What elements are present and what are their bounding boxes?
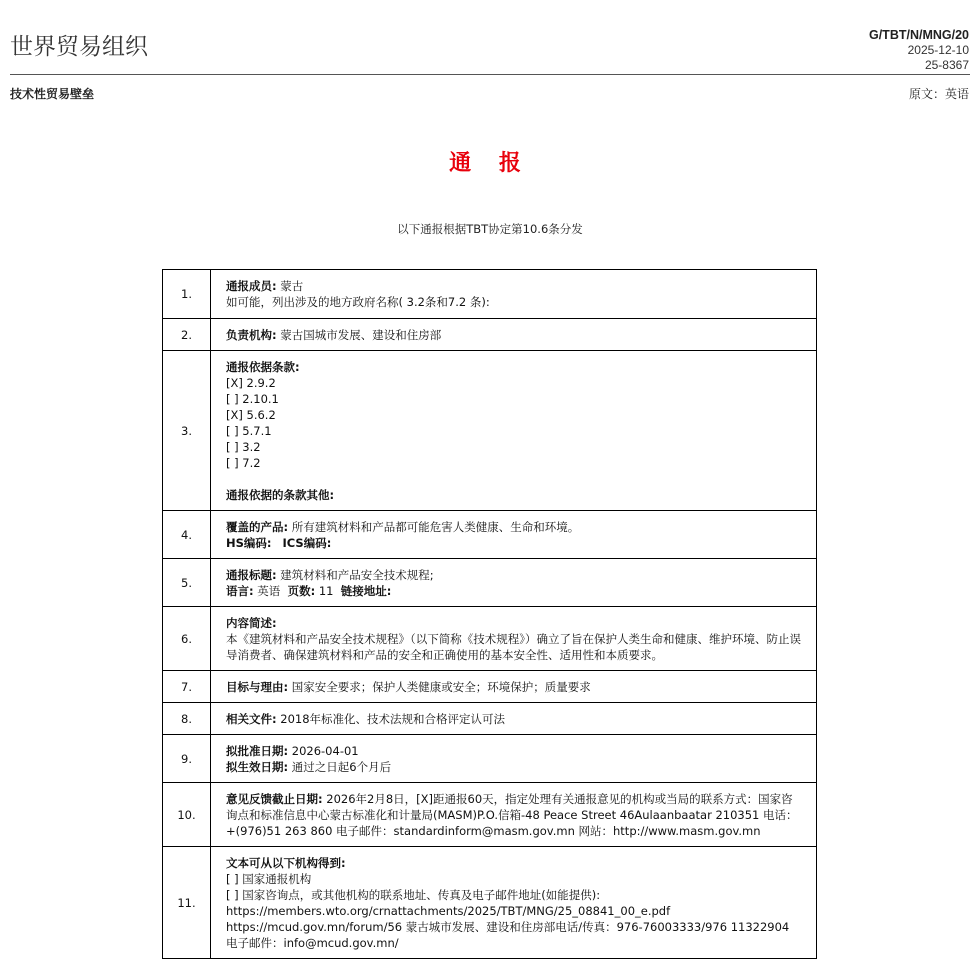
field-label: 目标与理由:: [226, 679, 289, 694]
table-row: [163, 559, 817, 607]
contact-link[interactable]: https://mcud.gov.mn/forum/56 蒙古城市发展、建设和住房部电话/传真：976-76003333/976 11322904: [226, 919, 790, 934]
document-meta: [869, 28, 969, 73]
field-label: 覆盖的产品:: [226, 519, 289, 534]
table-row: [163, 319, 817, 351]
table-row: [163, 607, 817, 671]
row-content: [211, 671, 817, 703]
notification-table: [162, 269, 817, 959]
original-language: 原文：英语: [908, 87, 969, 101]
field-label: 文本可从以下机构得到:: [226, 855, 346, 870]
row-number: 8.: [163, 703, 211, 735]
row-content: [211, 783, 817, 847]
row-number: 11.: [163, 847, 211, 959]
row-number: 3.: [163, 351, 211, 511]
table-row: [163, 511, 817, 559]
table-row: [163, 671, 817, 703]
row-number: 1.: [163, 270, 211, 319]
row-number: 4.: [163, 511, 211, 559]
row-content: [211, 319, 817, 351]
org-title: 世界贸易组织: [10, 34, 148, 60]
table-row: [163, 351, 817, 511]
document-date: 2025-12-10: [907, 43, 969, 57]
row-number: 10.: [163, 783, 211, 847]
checkbox-item: [ ] 国家通报机构: [226, 871, 312, 886]
table-row: [163, 735, 817, 783]
row-content: [211, 351, 817, 511]
row-content: [211, 559, 817, 607]
notification-heading: 通 报: [449, 151, 531, 176]
row-number: 6.: [163, 607, 211, 671]
notification-subtitle: 以下通报根据TBT协定第10.6条分发: [397, 222, 583, 236]
document-link[interactable]: https://members.wto.org/crnattachments/2025/TBT/MNG/25_08841_00_e.pdf: [226, 903, 671, 918]
checkbox-item: [ ] 3.2: [226, 439, 261, 454]
field-value: 蒙古: [276, 279, 304, 293]
field-value: 2026年2月8日，[X]距通报60天，指定处理有关通报意见的机构或当局的联系方式：国家咨询点和标准信息中心蒙古标准化和计量局(MASM)P.O.信箱-48 Peace Street 46Aulaanbaatar 210351 电话：+(976)51 263 860 电子邮件：standardinform@masm.gov.mn 网站：http://www.masm.gov.mn: [226, 791, 798, 838]
field-value: 国家安全要求；保护人类健康或安全；环境保护；质量要求: [288, 679, 591, 694]
field-label: 负责机构:: [226, 327, 277, 342]
field-label: 通报依据的条款其他:: [226, 487, 335, 502]
row-number: 7.: [163, 671, 211, 703]
table-row: [163, 783, 817, 847]
row-number: 9.: [163, 735, 211, 783]
checkbox-item: [ ] 5.7.1: [226, 423, 272, 438]
field-value: 建筑材料和产品安全技术规程;: [276, 567, 434, 582]
field-value: 2018年标准化、技术法规和合格评定认可法: [276, 711, 506, 726]
table-row: [163, 270, 817, 319]
field-value: 所有建筑材料和产品都可能危害人类健康、生命和环境。: [288, 519, 580, 534]
field-value: 2026-04-01: [288, 743, 359, 758]
checkbox-item: [ ] 2.10.1: [226, 391, 279, 406]
row-content: [211, 511, 817, 559]
row-number: 2.: [163, 319, 211, 351]
checkbox-item: [X] 2.9.2: [226, 375, 276, 390]
checkbox-item: [ ] 国家咨询点，或其他机构的联系地址、传真及电子邮件地址(如能提供):: [226, 887, 601, 902]
field-label: ICS编码:: [282, 535, 332, 550]
field-value: 11: [315, 583, 334, 598]
field-label: HS编码:: [226, 535, 272, 550]
field-label: 页数:: [287, 583, 316, 598]
checkbox-item: [X] 5.6.2: [226, 407, 276, 422]
row-content: [211, 847, 817, 959]
row-number: 5.: [163, 559, 211, 607]
field-label: 通报依据条款:: [226, 359, 300, 374]
committee-name: 技术性贸易壁垒: [10, 87, 95, 101]
field-label: 拟批准日期:: [226, 743, 289, 758]
table-row: [163, 703, 817, 735]
field-label: 意见反馈截止日期:: [226, 791, 323, 806]
document-ref-number: 25-8367: [924, 58, 969, 72]
row-content: [211, 607, 817, 671]
field-label: 内容简述:: [226, 615, 277, 630]
field-label: 语言:: [226, 583, 254, 598]
contact-email[interactable]: 电子邮件：info@mcud.gov.mn/: [226, 935, 399, 950]
field-label: 通报成员:: [226, 279, 277, 293]
row-content: [211, 270, 817, 319]
field-label: 相关文件:: [226, 711, 277, 726]
header-divider: [10, 74, 970, 75]
field-value: 蒙古国城市发展、建设和住房部: [276, 327, 442, 342]
field-value: 本《建筑材料和产品安全技术规程》（以下简称《技术规程》）确立了旨在保护人类生命和健康、维护环境、防止误导消费者、确保建筑材料和产品的安全和正确使用的基本安全性、适用性和本质要求。: [226, 631, 801, 662]
field-label: 拟生效日期:: [226, 759, 289, 774]
row-content: [211, 703, 817, 735]
table-row: [163, 847, 817, 959]
field-value: 通过之日起6个月后: [288, 759, 392, 774]
checkbox-item: [ ] 7.2: [226, 455, 261, 470]
document-symbol: G/TBT/N/MNG/20: [868, 28, 969, 42]
row-content: [211, 735, 817, 783]
field-label: 链接地址:: [340, 583, 392, 598]
field-label: 通报标题:: [226, 567, 277, 582]
field-value: 如可能，列出涉及的地方政府名称( 3.2条和7.2 条):: [226, 295, 490, 309]
field-value: 英语: [253, 583, 281, 598]
